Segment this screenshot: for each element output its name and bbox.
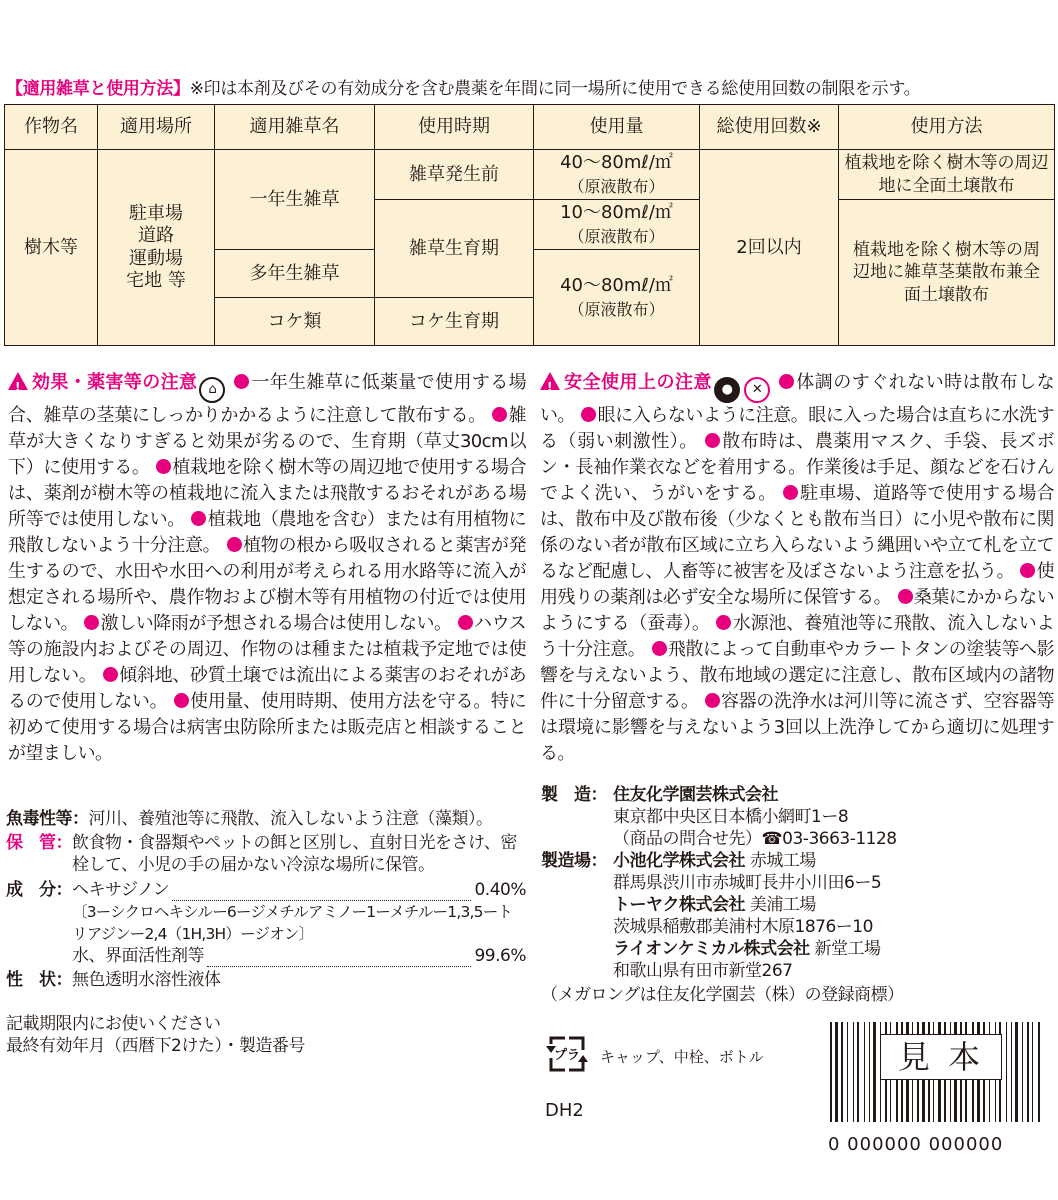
plant-site: 赤城工場 <box>749 851 816 871</box>
barcode-bar <box>1006 1022 1007 1122</box>
amount-note: （原液散布） <box>568 299 665 319</box>
note-item: 激しい降雨が予想される場合は使用しない。 <box>100 613 452 634</box>
safety-notes-title: 安全使用上の注意 <box>563 372 712 393</box>
place-item: 道路 <box>138 225 174 246</box>
recycle-pla-icon <box>543 1030 591 1078</box>
expiry-format: 最終有効年月（西暦下2けた）・製造番号 <box>6 1036 305 1056</box>
note-item: 体調のすぐれない時は散布しない。 <box>540 372 1055 426</box>
plants <box>541 850 1056 982</box>
bullet-icon <box>156 459 171 474</box>
barcode <box>828 1022 1046 1157</box>
plant-2 <box>613 894 881 916</box>
note-item: 使用残りの薬剤は必ず安全な場所に保管する。 <box>540 561 1054 608</box>
fish-text: 河川、養殖池等に飛散、流入しないよう注意（藻類）。 <box>88 809 493 829</box>
note-item: 桑葉にかからないようにする（蚕毒）。 <box>540 587 1055 634</box>
note-item: 植栽地（農地を含む）または有用植物に飛散しないよう十分注意。 <box>8 509 527 556</box>
place-item: 宅地 等 <box>126 270 186 291</box>
cell-amount-3 <box>534 250 700 346</box>
usage-table <box>4 104 1055 346</box>
note-item: 植栽地を除く樹木等の周辺地で使用する場合は、薬剤が樹木等の植栽地に流入または飛散するおそれがある場所等では使用しない。 <box>8 457 526 530</box>
component-1-chem: 〔3ーシクロヘキシルー6ージメチルアミノー1ーメチルー1,3,5ートリアジンー2,4（1H,3H）ージオン〕 <box>72 903 513 943</box>
barcode-bar <box>847 1022 848 1122</box>
table-row <box>5 150 1055 200</box>
bullet-icon <box>581 407 596 422</box>
barcode-bar <box>1015 1022 1018 1122</box>
place-item: 駐車場 <box>129 202 183 224</box>
barcode-bar <box>830 1022 832 1122</box>
bullet-icon <box>458 615 473 630</box>
component-1: ヘキサジノン <box>72 880 170 900</box>
no-greenhouse-icon: ⌂ <box>199 377 225 403</box>
cell-weed-moss: コケ類 <box>215 298 375 346</box>
barcode-bar <box>1027 1022 1029 1122</box>
bullet-icon <box>174 693 189 708</box>
barcode-bar <box>1011 1022 1012 1122</box>
effect-notes-title: 効果・薬害等の注意 <box>31 372 198 393</box>
property-text: 無色透明水溶性液体 <box>72 970 221 990</box>
plant-1 <box>613 850 881 872</box>
note-item: 一年生雑草に低薬量で使用する場合、雑草の茎葉にしっかりかかるように注意して散布する。 <box>8 372 526 426</box>
bullet-icon <box>191 511 206 526</box>
cell-places <box>98 150 215 346</box>
plant-address: 茨城県稲敷郡美浦村木原1876ー10 <box>613 917 873 937</box>
note-item: 雑草が大きくなりすぎると効果が劣るので、生育期（草丈30cm以下）に使用する。 <box>8 405 526 478</box>
note-item: 傾斜地、砂質土壌では流出による薬害のおそれがあるので使用しない。 <box>8 665 526 712</box>
cell-weed-perennial: 多年生雑草 <box>215 250 375 298</box>
barcode-bar <box>1032 1022 1033 1122</box>
barcode-bar <box>857 1022 859 1122</box>
storage-label: 保 管： <box>6 833 72 853</box>
manufacturer-name: 住友化学園芸株式会社 <box>613 785 778 805</box>
recycle-text: キャップ、中栓、ボトル <box>600 1048 764 1066</box>
manufacturer-address: 東京都中央区日本橋小網町1ー8 <box>613 807 849 827</box>
bullet-icon <box>492 407 507 422</box>
bullet-icon <box>652 641 667 656</box>
barcode-bar <box>853 1022 854 1122</box>
amount-note: （原液散布） <box>568 226 665 246</box>
note-item: 散布時は、農薬用マスク、手袋、長ズボン・長袖作業衣などを着用する。作業後は手足、顔などを石けんでよく洗い、うがいをする。 <box>540 431 1055 504</box>
amount-qty: 40～80mℓ/㎡ <box>560 275 673 297</box>
bullet-icon <box>779 374 794 389</box>
barcode-bar <box>1022 1022 1023 1122</box>
bullet-icon <box>716 615 731 630</box>
bullet-icon <box>103 667 118 682</box>
sample-label: 見 本 <box>880 1034 1002 1080</box>
cell-amount-2 <box>534 200 700 250</box>
table-heading <box>6 74 1056 99</box>
note-item: 使用量、使用時期、使用方法を守る。特に初めて使用する場合は病害虫防除所または販売店と相談することが望ましい。 <box>8 691 526 764</box>
cell-weed-annual: 一年生雑草 <box>215 150 375 250</box>
plant-name: 小池化学株式会社 <box>613 851 745 871</box>
fish-toxicity <box>6 808 526 830</box>
header-method: 使用方法 <box>839 105 1055 150</box>
bullet-icon <box>1020 563 1035 578</box>
plant-address: 和歌山県有田市新堂267 <box>613 961 793 981</box>
plant-name: トーヤク株式会社 <box>613 895 745 915</box>
note-item: 水源池、養殖池等に飛散、流入しないよう十分注意。 <box>540 613 1054 660</box>
note-item: 飛散によって自動車やカラートタンの塗装等へ影響を与えないよう、散布地域の選定に注意し、散布区域内の諸物件に十分留意する。 <box>540 639 1055 712</box>
header-count: 総使用回数※ <box>700 105 839 150</box>
no-spray-icon: ✕ <box>744 377 770 403</box>
header-crop: 作物名 <box>5 105 98 150</box>
property-label: 性 状： <box>6 970 72 990</box>
warning-icon <box>540 372 560 390</box>
plant-site: 美浦工場 <box>749 895 816 915</box>
expiry-text: 記載期限内にお使いください <box>6 1014 221 1034</box>
warning-icon <box>8 372 28 390</box>
barcode-bar <box>835 1022 838 1122</box>
components <box>6 879 526 967</box>
cell-timing-pre: 雑草発生前 <box>375 150 534 200</box>
plant-site: 新堂工場 <box>814 939 881 959</box>
property <box>6 969 526 991</box>
table-title: 【適用雑草と使用方法】 <box>6 79 190 99</box>
bullet-icon <box>227 537 242 552</box>
component-label: 成 分： <box>6 880 72 900</box>
storage-text: 飲食物・食器類やペットの餌と区別し、直射日光をさけ、密栓して、小児の手の届かない冷涼な場所に保管。 <box>72 833 517 875</box>
header-amount: 使用量 <box>534 105 700 150</box>
note-item: ハウス等の施設内およびその周辺、作物のは種または植栽予定地では使用しない。 <box>8 613 527 686</box>
bullet-icon <box>898 589 913 604</box>
cell-count: 2回以内 <box>700 150 839 346</box>
header-timing: 使用時期 <box>375 105 534 150</box>
table-note: ※印は本剤及びその有効成分を含む農薬を年間に同一場所に使用できる総使用回数の制限を示す。 <box>189 79 921 99</box>
header-place: 適用場所 <box>98 105 215 150</box>
barcode-bar <box>873 1022 876 1122</box>
barcode-bar <box>869 1022 870 1122</box>
bullet-icon <box>705 693 720 708</box>
manufacturer-info <box>541 784 1056 1006</box>
bullet-icon <box>783 485 798 500</box>
mask-icon: ● <box>714 377 740 403</box>
manufacturer-label: 製 造： <box>541 785 607 805</box>
component-2: 水、界面活性剤等 <box>72 946 204 966</box>
storage <box>6 832 526 876</box>
cell-amount-1 <box>534 150 700 200</box>
component-1-pct: 0.40% <box>474 880 526 900</box>
table-header-row <box>5 105 1055 150</box>
cell-method-2: 植栽地を除く樹木等の周辺地に雑草茎葉散布兼全面土壌散布 <box>839 200 1055 346</box>
note-item: 植物の根から吸収されると薬害が発生するので、水田や水田への利用が考えられる用水路等に流入が想定される場所や、農作物および樹木等有用植物の付近では使用しない。 <box>8 535 526 634</box>
amount-note: （原液散布） <box>568 176 665 196</box>
barcode-bar <box>864 1022 865 1122</box>
recycle-mark-text: プラ <box>553 1048 580 1063</box>
component-2-pct: 99.6% <box>474 946 526 966</box>
amount-qty: 40～80mℓ/㎡ <box>560 152 673 174</box>
note-item: 容器の洗浄水は河川等に流さず、空容器等は環境に影響を与えないよう3回以上洗浄してから適切に処理する。 <box>540 691 1054 764</box>
barcode-bar <box>841 1022 843 1122</box>
place-item: 運動場 <box>129 247 183 269</box>
amount-qty: 10～80mℓ/㎡ <box>560 202 673 224</box>
barcode-bar <box>1038 1022 1040 1122</box>
effect-notes <box>8 370 526 767</box>
note-item: 眼に入らないように注意。眼に入った場合は直ちに水洗する（弱い刺激性）。 <box>540 405 1054 452</box>
barcode-number: 0 000000 000000 <box>828 1134 1004 1155</box>
fish-label: 魚毒性等： <box>6 809 89 829</box>
cell-timing-growth: 雑草生育期 <box>375 200 534 298</box>
product-code: DH2 <box>545 1100 584 1121</box>
bullet-icon <box>84 615 99 630</box>
trademark-note: （メガロングは住友化学園芸（株）の登録商標） <box>541 985 904 1005</box>
cell-crop: 樹木等 <box>5 150 98 346</box>
note-item: 駐車場、道路等で使用する場合は、散布中及び散布後（少なくとも散布当日）に小児や散布に関係のない者が散布区域に立ち入らないよう縄囲いや立て札を立てるなど配慮し、人畜等に被害を及ぼさないよう注意を払う。 <box>540 483 1055 582</box>
plant-3 <box>613 938 881 960</box>
plant-address: 群馬県渋川市赤城町長井小川田6ー5 <box>613 873 882 893</box>
header-weed: 適用雑草名 <box>215 105 375 150</box>
bullet-icon <box>234 374 249 389</box>
manufacturer <box>541 784 1056 850</box>
plant-name: ライオンケミカル株式会社 <box>613 939 810 959</box>
bullet-icon <box>705 433 720 448</box>
cell-timing-moss: コケ生育期 <box>375 298 534 346</box>
manufacturer-contact: （商品の問合せ先）☎03-3663-1128 <box>613 829 897 849</box>
cell-method-1: 植栽地を除く樹木等の周辺地に全面土壌散布 <box>839 150 1055 200</box>
product-info <box>6 808 526 1057</box>
plant-label: 製造場： <box>541 851 607 871</box>
safety-notes <box>540 370 1054 767</box>
